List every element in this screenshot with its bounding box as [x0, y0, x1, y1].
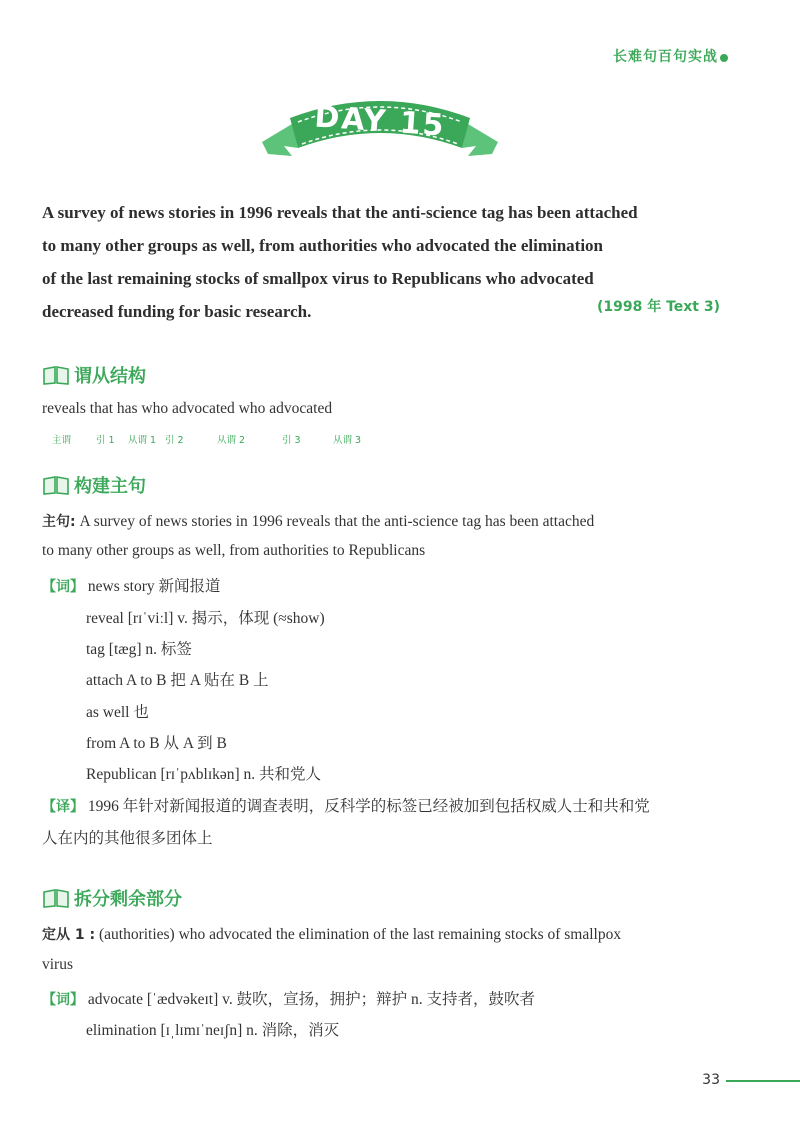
- main-sentence-line: to many other groups as well, from authorities who advocated the elimination: [42, 236, 603, 255]
- vocab-tag: 【词】: [42, 992, 84, 1008]
- vocab-entry: reveal [rɪˈviːl] v. 揭示，体现 (≈show): [86, 610, 325, 627]
- book-icon: [42, 887, 70, 909]
- vocab-entry: [42, 987, 535, 1009]
- chapter-header: 长难句百句实战: [613, 49, 718, 65]
- main-clause-line: [42, 511, 594, 531]
- main-sentence-line: A survey of news stories in 1996 reveals that the anti-science tag has been attached: [42, 203, 638, 222]
- book-icon: [42, 474, 70, 496]
- vocab-entry: from A to B 从 A 到 B: [86, 735, 227, 752]
- verb-tag: 主谓: [52, 435, 72, 446]
- book-icon: [42, 364, 70, 386]
- source-citation: (1998 年 Text 3): [596, 299, 720, 315]
- verbs-line: reveals that has who advocated who advocated: [42, 400, 333, 417]
- main-clause-line: to many other groups as well, from authorities to Republicans: [42, 542, 426, 559]
- clause-line: virus: [42, 956, 73, 973]
- verb-tag: 引 1: [96, 435, 115, 446]
- main-sentence-line: decreased funding for basic research.: [42, 302, 312, 321]
- verb-tag: 引 3: [282, 435, 301, 446]
- translation-text: 1996 年针对新闻报道的调查表明，反科学的标签已经被加到包括权威人士和共和党: [87, 798, 650, 815]
- clause-label: 定从 1 :: [42, 927, 96, 943]
- translation-line: 人在内的其他很多团体上: [42, 830, 213, 847]
- page-number: 33: [702, 1072, 720, 1088]
- clause-text: (authorities) who advocated the elimination of the last remaining stocks of smallpox: [98, 926, 622, 943]
- verb-tag: 从谓 2: [217, 435, 246, 446]
- header-dot: [720, 54, 728, 62]
- section-title: 构建主句: [74, 476, 146, 497]
- vocab-text: advocate [ˈædvəkeɪt] v. 鼓吹，宣扬，拥护；辩护 n. 支持者，鼓吹者: [87, 991, 536, 1008]
- vocab-entry: as well 也: [86, 704, 149, 721]
- main-clause-label: 主句:: [42, 514, 76, 530]
- translation-line: [42, 794, 650, 816]
- vocab-text: news story 新闻报道: [87, 578, 221, 595]
- section-title: 拆分剩余部分: [74, 889, 182, 910]
- main-sentence-line: of the last remaining stocks of smallpox virus to Republicans who advocated: [42, 269, 594, 288]
- verb-tag: 从谓 3: [333, 435, 362, 446]
- page-rule: [726, 1080, 800, 1082]
- vocab-entry: [42, 574, 220, 596]
- vocab-tag: 【词】: [42, 579, 84, 595]
- clause-line: [42, 924, 621, 944]
- section-split-remaining: [42, 885, 182, 911]
- verb-tag: 引 2: [165, 435, 184, 446]
- verb-tag: 从谓 1: [128, 435, 157, 446]
- vocab-entry: tag [tæg] n. 标签: [86, 641, 192, 658]
- vocab-entry: attach A to B 把 A 贴在 B 上: [86, 672, 269, 689]
- translation-tag: 【译】: [42, 799, 84, 815]
- vocab-entry: elimination [ɪˌlɪmɪˈneɪʃn] n. 消除，消灭: [86, 1022, 340, 1039]
- vocab-entry: Republican [rɪˈpʌblɪkən] n. 共和党人: [86, 766, 322, 783]
- section-build-main-clause: [42, 472, 146, 498]
- day-label: DAY 15: [313, 99, 447, 144]
- section-title: 谓从结构: [74, 366, 146, 387]
- section-verb-structure: [42, 362, 146, 388]
- main-clause-text: A survey of news stories in 1996 reveals that the anti-science tag has been attached: [79, 513, 595, 530]
